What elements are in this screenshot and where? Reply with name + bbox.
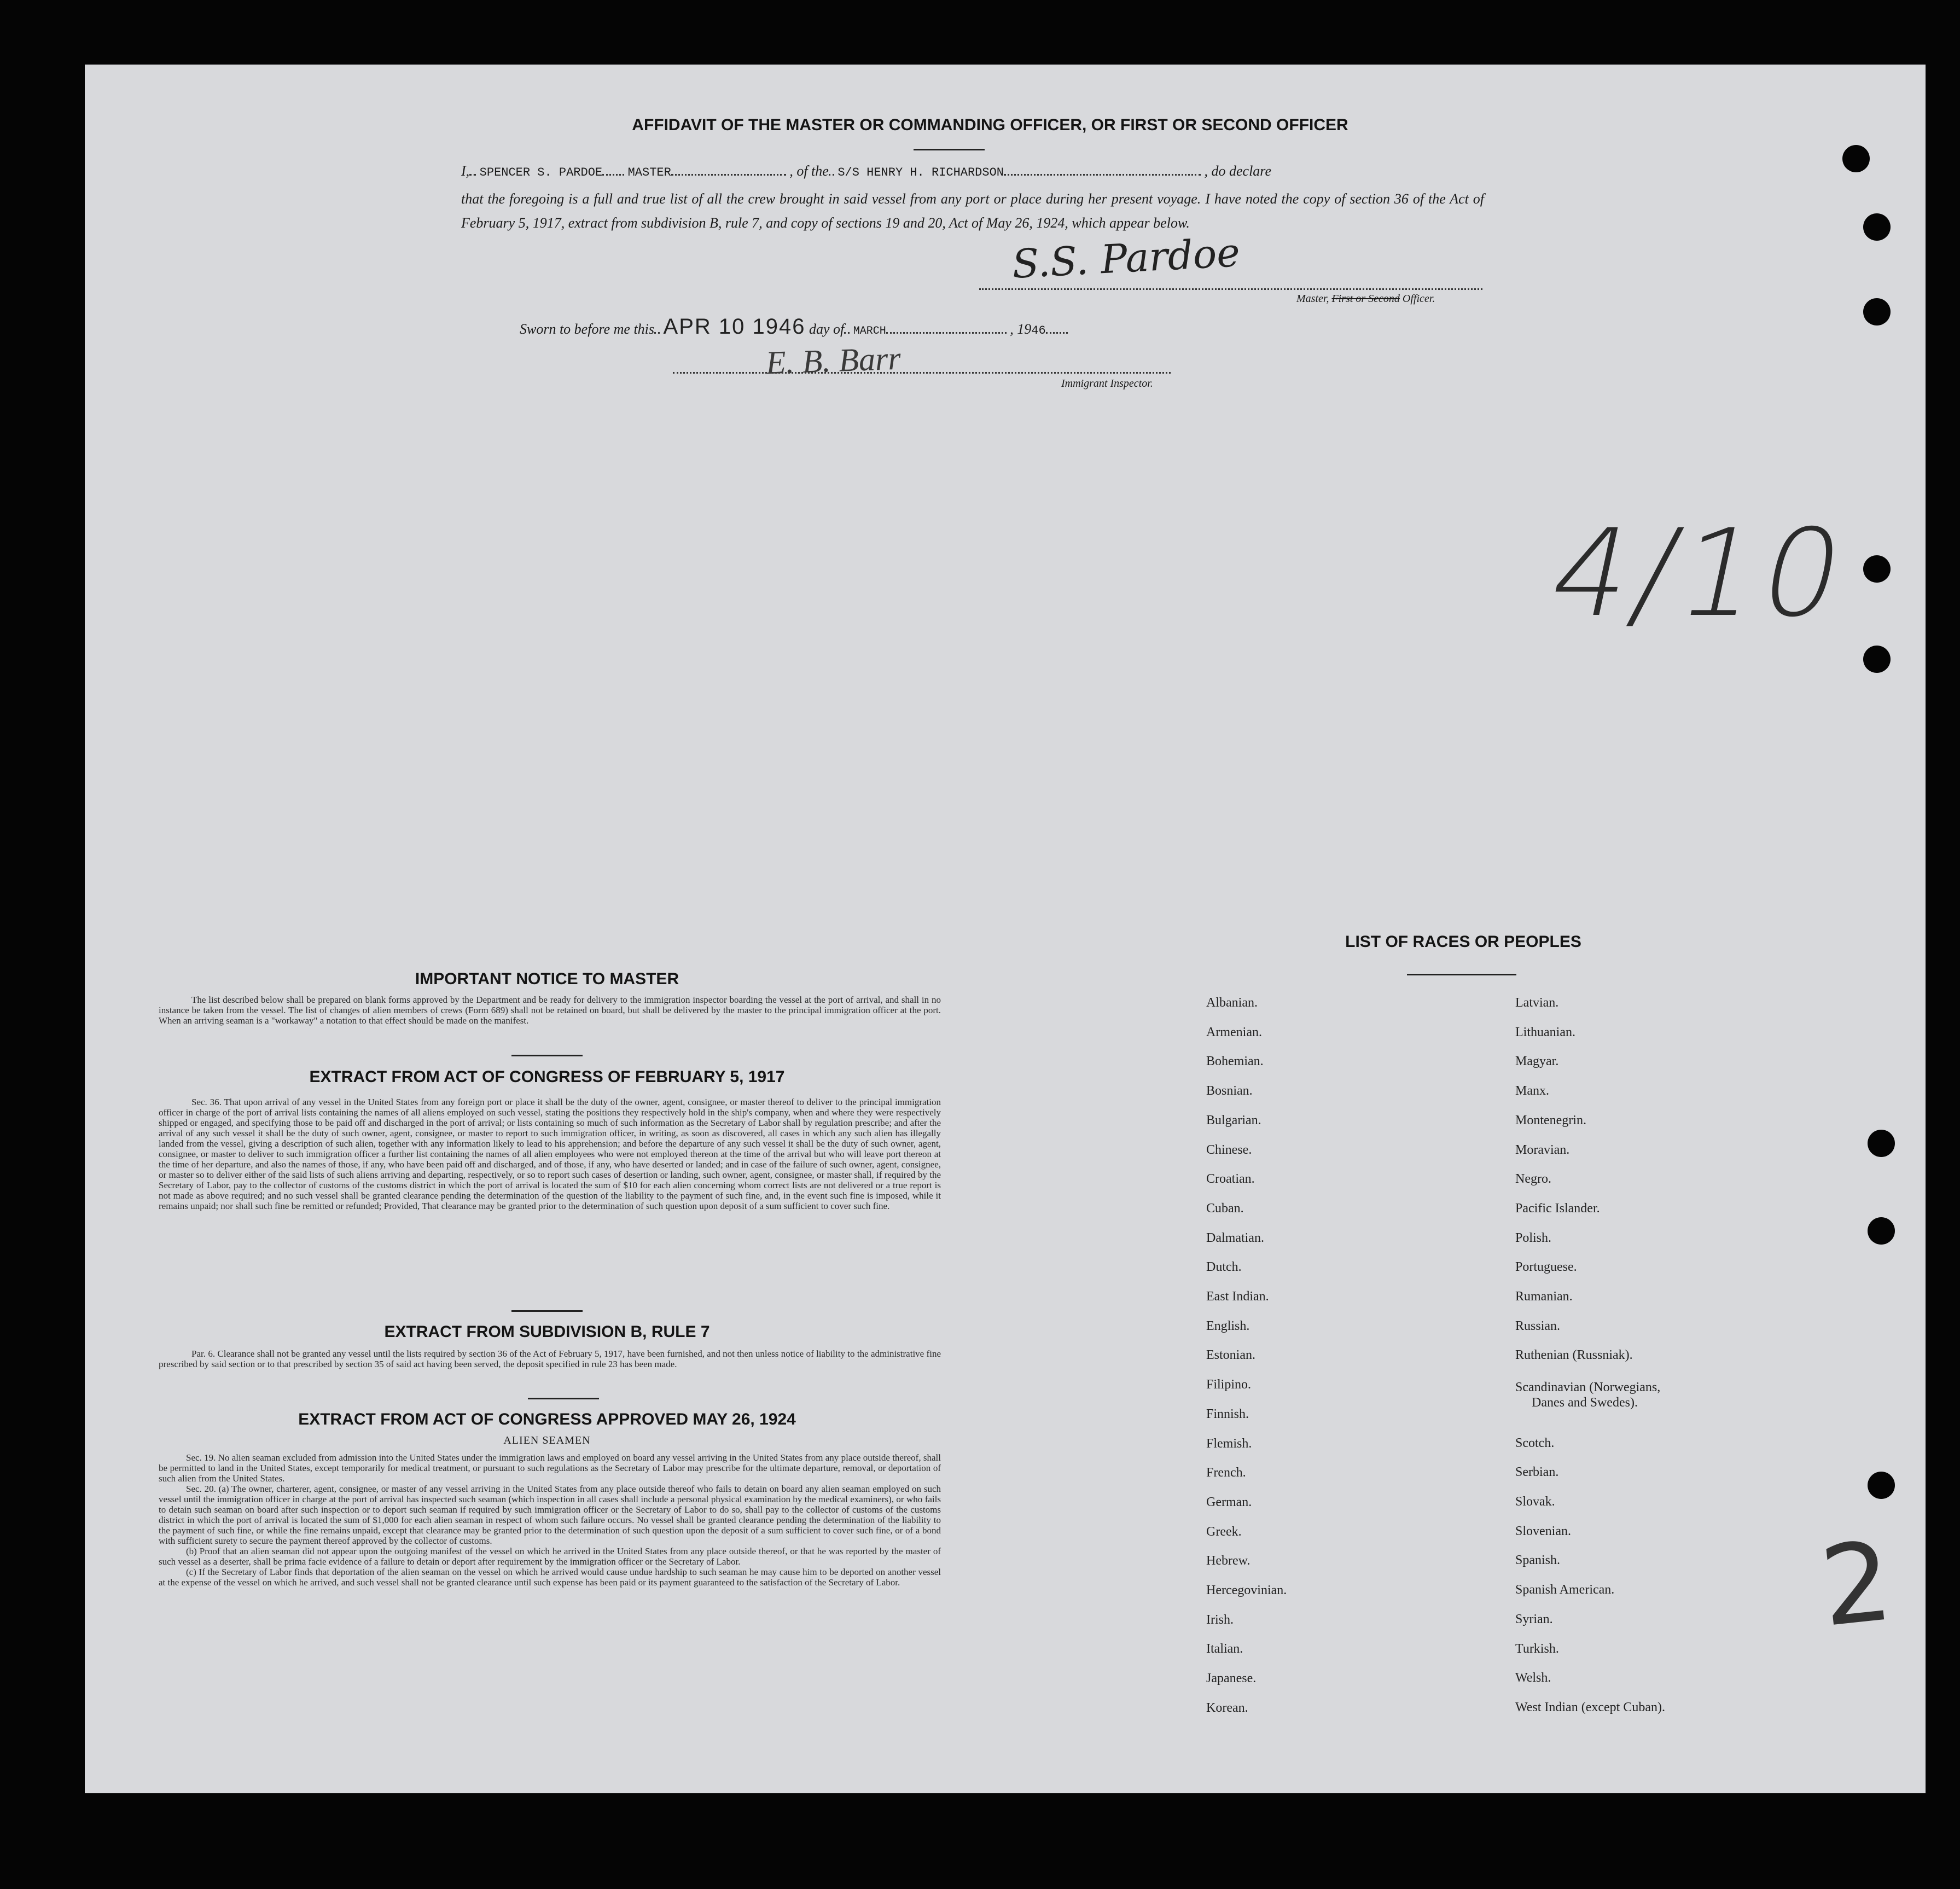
notice-title: IMPORTANT NOTICE TO MASTER	[415, 970, 679, 988]
race-item: Bosnian.	[1206, 1084, 1253, 1098]
date-stamp: APR 10 1946	[663, 315, 806, 339]
race-item: Spanish.	[1515, 1553, 1561, 1568]
extract-1924-title: EXTRACT FROM ACT OF CONGRESS APPROVED MAY 26, 1924	[298, 1410, 796, 1428]
extract-1917-title: EXTRACT FROM ACT OF CONGRESS OF FEBRUARY 5, 1917	[309, 1068, 785, 1086]
sworn-prefix: Sworn to before me this	[520, 321, 655, 337]
race-item: Hercegovinian.	[1206, 1583, 1287, 1597]
race-item: Lithuanian.	[1515, 1025, 1575, 1039]
race-item: Hebrew.	[1206, 1554, 1251, 1568]
divider	[1407, 974, 1516, 975]
divider	[528, 1398, 599, 1399]
race-item: Magyar.	[1515, 1054, 1559, 1069]
race-item: Pacific Islander.	[1515, 1201, 1600, 1216]
race-item: Slovak.	[1515, 1495, 1555, 1509]
race-item: Manx.	[1515, 1084, 1549, 1098]
divider	[511, 1055, 583, 1056]
race-item: Negro.	[1515, 1172, 1551, 1187]
master-name-field: SPENCER S. PARDOE	[479, 166, 603, 179]
race-item: West Indian (except Cuban).	[1515, 1700, 1665, 1714]
race-item: Filipino.	[1206, 1377, 1252, 1392]
master-signature: S.S. Pardoe	[1011, 229, 1241, 287]
punch-hole	[1868, 1130, 1895, 1157]
punch-hole	[1863, 213, 1891, 241]
race-item: Polish.	[1515, 1230, 1552, 1245]
sec-20b: (b) Proof that an alien seaman did not appear upon the outgoing manifest of the vessel on which he arrived in the United States from any place outside thereof, or that he was reported by the master of such vessel as a deserter, shall be prima facie evidence of a failure to detain or deport after requirement by the immigration officer or the Secretary of Labor.	[159, 1546, 941, 1567]
race-item: Serbian.	[1515, 1465, 1559, 1480]
vessel-field: S/S HENRY H. RICHARDSON	[837, 166, 1004, 179]
race-item: Greek.	[1206, 1524, 1242, 1539]
race-item: Scandinavian (Norwegians,	[1515, 1380, 1661, 1395]
race-item: Russian.	[1515, 1318, 1561, 1333]
races-title: LIST OF RACES OR PEOPLES	[1345, 933, 1581, 951]
divider	[914, 149, 985, 150]
race-item: Scotch.	[1515, 1435, 1555, 1450]
extract-rule7-title: EXTRACT FROM SUBDIVISION B, RULE 7	[384, 1323, 710, 1341]
punch-hole	[1863, 555, 1891, 583]
year-field: 46	[1031, 324, 1046, 338]
race-item: Moravian.	[1515, 1142, 1570, 1157]
affidavit-body: that the foregoing is a full and true list of all the crew brought in said vessel from any port or place during her present voyage. I have noted the copy of section 36 of the Act of February 5, 1917, extract from subdivision B, rule 7, and copy of sections 19 and 20, Act of May 26, 1924, which appear below.	[461, 191, 1484, 231]
race-item: French.	[1206, 1466, 1246, 1480]
race-item: Portuguese.	[1515, 1260, 1577, 1275]
race-item: German.	[1206, 1495, 1252, 1509]
race-item: Irish.	[1206, 1612, 1234, 1627]
race-item: Finnish.	[1206, 1406, 1249, 1421]
race-item: Bulgarian.	[1206, 1113, 1261, 1127]
month-field: MARCH	[853, 325, 886, 338]
signature-line	[979, 287, 1482, 290]
sworn-line	[520, 315, 1068, 339]
race-item: Croatian.	[1206, 1172, 1255, 1187]
caption-struck: First or Second	[1331, 293, 1400, 305]
punch-hole	[1863, 298, 1891, 326]
extract-1924-body	[159, 1452, 941, 1588]
race-item: Dalmatian.	[1206, 1230, 1264, 1245]
inspector-signature-line	[673, 371, 1171, 374]
caption-prefix: Master,	[1296, 293, 1329, 305]
extract-1924-subtitle: ALIEN SEAMEN	[503, 1434, 591, 1446]
race-item: Montenegrin.	[1515, 1113, 1586, 1127]
of-label: , of the	[789, 163, 829, 179]
punch-hole	[1863, 646, 1891, 673]
punch-hole	[1842, 145, 1870, 172]
declaration-line	[461, 163, 1484, 179]
race-item: Cuban.	[1206, 1201, 1244, 1216]
race-item: East Indian.	[1206, 1289, 1269, 1304]
notice-text: The list described below shall be prepared on blank forms approved by the Department and be ready for delivery to the immigration inspector boarding the vessel at the port of arrival, and shall in no instance be taken from the vessel. The list of changes of alien members of crews (Form 689) shall not be retained on board, but shall be delivered by the master to the principal immigration officer at the port. When an arriving seaman is a "workaway" a notation to that effect should be made on the manifest.	[159, 995, 941, 1026]
rank-field: MASTER	[627, 166, 671, 179]
i-prefix: I,	[461, 163, 470, 179]
race-item: Bohemian.	[1206, 1054, 1264, 1069]
punch-hole	[1868, 1472, 1895, 1499]
race-item: Flemish.	[1206, 1436, 1252, 1451]
sec-19: Sec. 19. No alien seaman excluded from admission into the United States under the immigration laws and employed on board any vessel arriving in the United States from any place outside thereof, shall be permitted to land in the United States, except temporarily for medical treatment, or pursuant to such regulations as the Secretary of Labor may prescribe for the ultimate departure, removal, or deportation of such alien from the United States.	[159, 1452, 941, 1484]
race-item: Rumanian.	[1515, 1289, 1573, 1304]
race-item: Spanish American.	[1515, 1583, 1615, 1597]
race-item: Chinese.	[1206, 1142, 1252, 1157]
handwritten-mark: 2	[1815, 1517, 1898, 1652]
punch-hole	[1868, 1217, 1895, 1245]
race-item: Ruthenian (Russniak).	[1515, 1348, 1633, 1363]
signature-caption	[1296, 293, 1435, 305]
race-item: Armenian.	[1206, 1025, 1262, 1039]
inspector-signature: E. B. Barr	[765, 340, 902, 381]
race-item: Latvian.	[1515, 996, 1559, 1010]
race-item: Albanian.	[1206, 996, 1258, 1010]
year-prefix: , 19	[1010, 321, 1032, 337]
race-item: Estonian.	[1206, 1348, 1255, 1363]
race-item: Korean.	[1206, 1700, 1248, 1715]
race-item: Italian.	[1206, 1642, 1243, 1656]
race-item: Japanese.	[1206, 1671, 1257, 1686]
race-item: English.	[1206, 1318, 1250, 1333]
do-declare: , do declare	[1204, 163, 1271, 179]
race-item: Dutch.	[1206, 1260, 1242, 1275]
handwritten-annotation: 4/10	[1538, 503, 1861, 643]
sec-20c: (c) If the Secretary of Labor finds that deportation of the alien seaman on the vessel on which he arrived would cause undue hardship to such seaman he may cause him to be deported on another vessel at the expense of the vessel on which he arrived, and such vessel shall not be granted clearance until such expense has been paid or its payment guaranteed to the satisfaction of the Secretary of Labor.	[159, 1567, 941, 1588]
affidavit-title: AFFIDAVIT OF THE MASTER OR COMMANDING OFFICER, OR FIRST OR SECOND OFFICER	[632, 116, 1348, 134]
race-item: Syrian.	[1515, 1612, 1553, 1626]
extract-rule7-text: Par. 6. Clearance shall not be granted any vessel until the lists required by section 36 of the Act of February 5, 1917, have been furnished, and not then unless notice of liability to the administrative fine prescribed by said section or to that prescribed by section 35 of said act having been served, the deposit specified in rule 23 has been made.	[159, 1349, 941, 1369]
race-item: Slovenian.	[1515, 1524, 1571, 1538]
extract-1917-text: Sec. 36. That upon arrival of any vessel in the United States from any foreign port or place it shall be the duty of the owner, agent, consignee, or master thereof to deliver to the principal immigration officer in charge of the port of arrival lists containing the names of all aliens employed on such vessel, stating the positions they respectively hold in the ship's company, when and where they were respectively shipped or engaged, and specifying those to be paid off and discharged in the port of arrival; or lists containing so much of such information as the Secretary of Labor shall by regulation prescribe; and after the arrival of any such vessel it shall be the duty of such owner, agent, consignee, or master to report to such immigration officer, in writing, as soon as discovered, all cases in which any such alien has illegally landed from the vessel, giving a description of such alien, together with any information likely to lead to his apprehension; and before the departure of any such vessel it shall be the duty of such owner, agent, consignee, or master to deliver to such immigration officer a further list containing the names of all alien employees who were not employed thereon at the time of the arrival but who will leave port thereon at the time of her departure, and also the names of those, if any, who have been paid off and discharged, and of those, if any, who have deserted or landed; and in case of the failure of such owner, agent, consignee, or master so to deliver either of the said lists of such aliens arriving and departing, respectively, or so to report such cases of desertion or landing, such owner, agent, consignee, or master shall, if required by the Secretary of Labor, pay to the collector of customs of the customs district in which the port of arrival is located the sum of $10 for each alien concerning whom correct lists are not delivered or a true report is not made as above required; and no such vessel shall be granted clearance pending the determination of the question of the liability to the payment of such fine, and, in the event such fine is imposed, while it remains unpaid; nor shall such fine be remitted or refunded; Provided, That clearance may be granted prior to the determination of such question upon deposit of a sum sufficient to cover such fine.	[159, 1097, 941, 1211]
sec-20a: Sec. 20. (a) The owner, charterer, agent, consignee, or master of any vessel arriving in the United States from any place outside thereof who fails to detain on board any alien seaman employed on such vessel until the immigration officer in charge at the port of arrival has inspected such seaman (which inspection in all cases shall include a personal physical examination by the medical examiners), or who fails to detain such seaman on board after such inspection or to deport such seaman if required by such immigration officer or the Secretary of Labor to do so, shall pay to the collector of customs of the customs district in which the port of arrival is located the sum of $1,000 for each alien seaman in respect of whom such failure occurs. No vessel shall be granted clearance pending the determination of the liability to the payment of such fine, or while the fine remains unpaid, except that clearance may be granted prior to the determination of such question upon the deposit of a sum sufficient to cover such fine, or of a bond with sufficient surety to secure the payment thereof approved by the collector of customs.	[159, 1484, 941, 1546]
day-of-label: day of	[809, 321, 845, 337]
race-item: Danes and Swedes).	[1532, 1396, 1638, 1410]
race-item: Welsh.	[1515, 1671, 1551, 1685]
inspector-caption: Immigrant Inspector.	[1061, 377, 1153, 390]
caption-suffix: Officer.	[1402, 293, 1435, 305]
divider	[511, 1310, 583, 1312]
race-item: Turkish.	[1515, 1641, 1559, 1656]
